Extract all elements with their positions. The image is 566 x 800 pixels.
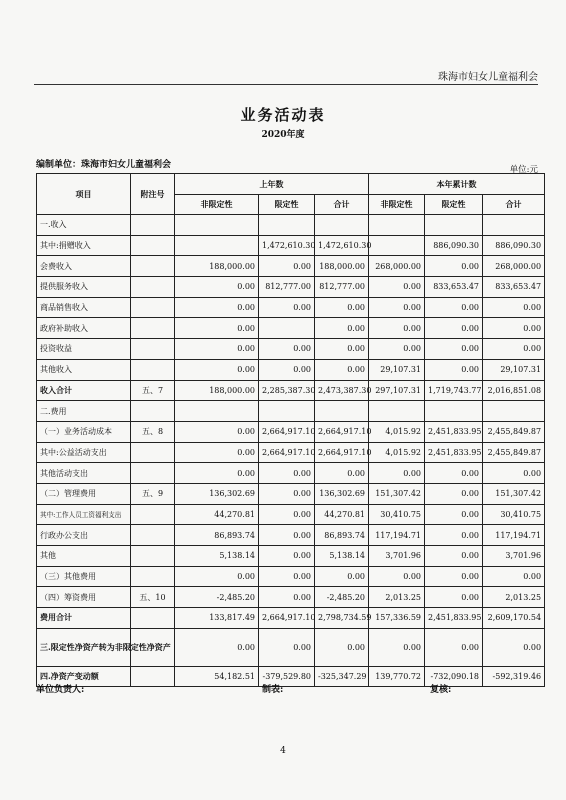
- row-note: 五、10: [131, 587, 175, 608]
- row-value: 136,302.69: [175, 483, 259, 504]
- header-curr-restricted: 限定性: [425, 195, 483, 215]
- row-value: 2,664,917.10: [259, 608, 315, 629]
- row-note: [131, 442, 175, 463]
- row-value: 2,451,833.95: [425, 608, 483, 629]
- row-value: 2,473,387.30: [315, 380, 369, 401]
- row-note: [131, 546, 175, 567]
- row-label: 其中:工作人员工资福利支出: [37, 504, 131, 525]
- row-value: 0.00: [315, 297, 369, 318]
- header-curr-unrestricted: 非限定性: [369, 195, 425, 215]
- row-value: 0.00: [259, 628, 315, 666]
- row-label: 收入合计: [37, 380, 131, 401]
- row-value: 886,090.30: [425, 235, 483, 256]
- row-note: [131, 504, 175, 525]
- row-value: [425, 401, 483, 422]
- header-note: 附注号: [131, 174, 175, 215]
- row-value: 0.00: [369, 297, 425, 318]
- unit-head-signature: 单位负责人:: [36, 685, 85, 695]
- header-prev-unrestricted: 非限定性: [175, 195, 259, 215]
- row-value: 2,016,851.08: [483, 380, 545, 401]
- row-label: 其中:捐赠收入: [37, 235, 131, 256]
- row-value: 0.00: [425, 339, 483, 360]
- table-row: [37, 608, 545, 629]
- table-row: [37, 666, 545, 687]
- row-value: 86,893.74: [315, 525, 369, 546]
- table-row: [37, 297, 545, 318]
- row-value: 0.00: [259, 566, 315, 587]
- row-value: 0.00: [175, 318, 259, 339]
- row-label: （二）管理费用: [37, 483, 131, 504]
- row-value: 0.00: [175, 359, 259, 380]
- report-year: 2020年度: [261, 130, 305, 140]
- row-value: 3,701.96: [369, 546, 425, 567]
- row-note: [131, 401, 175, 422]
- row-label: 政府补助收入: [37, 318, 131, 339]
- table-row: [37, 235, 545, 256]
- table-row: [37, 256, 545, 277]
- row-value: [259, 401, 315, 422]
- row-value: 136,302.69: [315, 483, 369, 504]
- row-value: 0.00: [483, 566, 545, 587]
- row-value: 0.00: [315, 359, 369, 380]
- row-note: [131, 235, 175, 256]
- row-note: [131, 215, 175, 236]
- row-value: 833,653.47: [425, 277, 483, 298]
- row-label: 四.净资产变动额: [37, 666, 131, 687]
- row-label: 行政办公支出: [37, 525, 131, 546]
- row-value: 0.00: [425, 566, 483, 587]
- row-value: 0.00: [425, 256, 483, 277]
- row-label: 一.收入: [37, 215, 131, 236]
- row-label: （一）业务活动成本: [37, 421, 131, 442]
- row-value: 0.00: [425, 297, 483, 318]
- row-note: [131, 297, 175, 318]
- row-value: -732,090.18: [425, 666, 483, 687]
- table-row: [37, 401, 545, 422]
- row-value: 4,015.92: [369, 442, 425, 463]
- table-row: [37, 504, 545, 525]
- row-value: 2,664,917.10: [259, 421, 315, 442]
- row-value: 0.00: [259, 483, 315, 504]
- row-label: 其中:公益活动支出: [37, 442, 131, 463]
- row-value: 0.00: [259, 256, 315, 277]
- row-value: 0.00: [425, 504, 483, 525]
- row-value: 5,138.14: [175, 546, 259, 567]
- row-value: 0.00: [259, 339, 315, 360]
- row-value: 0.00: [425, 546, 483, 567]
- row-value: 0.00: [425, 483, 483, 504]
- preparer-signature: 制表:: [262, 685, 284, 695]
- row-label: （三）其他费用: [37, 566, 131, 587]
- row-value: 188,000.00: [315, 256, 369, 277]
- row-value: 0.00: [483, 339, 545, 360]
- row-note: [131, 256, 175, 277]
- table-row: [37, 442, 545, 463]
- row-value: [483, 215, 545, 236]
- row-value: 0.00: [425, 359, 483, 380]
- row-label: 其他: [37, 546, 131, 567]
- row-value: 2,455,849.87: [483, 442, 545, 463]
- row-value: 0.00: [425, 628, 483, 666]
- header-prev-total: 合计: [315, 195, 369, 215]
- row-value: 4,015.92: [369, 421, 425, 442]
- table-row: [37, 339, 545, 360]
- row-value: 0.00: [369, 463, 425, 484]
- row-value: 44,270.81: [175, 504, 259, 525]
- header-curr-total: 合计: [483, 195, 545, 215]
- row-value: 29,107.31: [369, 359, 425, 380]
- row-note: [131, 666, 175, 687]
- row-value: 0.00: [259, 359, 315, 380]
- row-value: 44,270.81: [315, 504, 369, 525]
- row-value: [369, 235, 425, 256]
- row-value: 0.00: [259, 587, 315, 608]
- table-row: [37, 318, 545, 339]
- row-value: [369, 401, 425, 422]
- row-label: （四）筹资费用: [37, 587, 131, 608]
- row-value: 139,770.72: [369, 666, 425, 687]
- table-row: [37, 380, 545, 401]
- row-value: -325,347.29: [315, 666, 369, 687]
- row-label: 投资收益: [37, 339, 131, 360]
- row-value: 2,455,849.87: [483, 421, 545, 442]
- row-value: 0.00: [483, 297, 545, 318]
- page-number: 4: [280, 746, 286, 756]
- row-value: -2,485.20: [175, 587, 259, 608]
- row-value: 2,451,833.95: [425, 421, 483, 442]
- row-value: 0.00: [175, 442, 259, 463]
- row-value: 0.00: [259, 546, 315, 567]
- row-label: 商品销售收入: [37, 297, 131, 318]
- table-row: [37, 277, 545, 298]
- table-row: [37, 359, 545, 380]
- row-value: [315, 215, 369, 236]
- row-note: 五、9: [131, 483, 175, 504]
- row-value: 30,410.75: [483, 504, 545, 525]
- row-value: 188,000.00: [175, 256, 259, 277]
- row-note: [131, 277, 175, 298]
- row-value: 2,664,917.10: [315, 421, 369, 442]
- row-label: 其他活动支出: [37, 463, 131, 484]
- row-note: [131, 359, 175, 380]
- row-value: 0.00: [259, 463, 315, 484]
- row-label: 费用合计: [37, 608, 131, 629]
- row-value: 0.00: [175, 277, 259, 298]
- row-value: 1,472,610.30: [315, 235, 369, 256]
- row-value: 886,090.30: [483, 235, 545, 256]
- row-value: [425, 215, 483, 236]
- row-note: [131, 525, 175, 546]
- row-value: [175, 215, 259, 236]
- header-previous-year: 上年数: [175, 174, 369, 195]
- header-prev-restricted: 限定性: [259, 195, 315, 215]
- row-value: 0.00: [369, 628, 425, 666]
- row-value: 0.00: [483, 628, 545, 666]
- table-row: [37, 566, 545, 587]
- header-current-year: 本年累计数: [369, 174, 545, 195]
- table-row: [37, 587, 545, 608]
- table-row: [37, 215, 545, 236]
- header-item: 项目: [37, 174, 131, 215]
- row-value: -592,319.46: [483, 666, 545, 687]
- row-value: 151,307.42: [483, 483, 545, 504]
- row-value: 0.00: [369, 277, 425, 298]
- row-value: 117,194.71: [369, 525, 425, 546]
- row-value: 2,798,734.59: [315, 608, 369, 629]
- row-value: 86,893.74: [175, 525, 259, 546]
- row-note: [131, 566, 175, 587]
- row-value: [175, 401, 259, 422]
- row-value: 2,013.25: [369, 587, 425, 608]
- row-value: 0.00: [483, 463, 545, 484]
- row-note: 五、8: [131, 421, 175, 442]
- row-value: 0.00: [315, 318, 369, 339]
- row-value: 2,664,917.10: [259, 442, 315, 463]
- row-label: 其他收入: [37, 359, 131, 380]
- row-value: 812,777.00: [259, 277, 315, 298]
- row-note: [131, 318, 175, 339]
- row-value: 5,138.14: [315, 546, 369, 567]
- row-value: 0.00: [425, 525, 483, 546]
- compiling-unit: 编制单位：珠海市妇女儿童福利会: [36, 160, 172, 170]
- row-value: 2,013.25: [483, 587, 545, 608]
- header-organization: 珠海市妇女儿童福利会: [438, 72, 538, 83]
- reviewer-signature: 复核:: [430, 685, 452, 695]
- table-row: [37, 546, 545, 567]
- row-value: 812,777.00: [315, 277, 369, 298]
- row-value: 2,451,833.95: [425, 442, 483, 463]
- row-value: 0.00: [369, 566, 425, 587]
- row-value: [315, 401, 369, 422]
- page-title: 业务活动表: [240, 106, 326, 124]
- row-value: 297,107.31: [369, 380, 425, 401]
- row-value: [483, 401, 545, 422]
- row-value: 268,000.00: [483, 256, 545, 277]
- row-value: 29,107.31: [483, 359, 545, 380]
- row-value: 54,182.51: [175, 666, 259, 687]
- row-value: 0.00: [259, 297, 315, 318]
- row-value: 0.00: [483, 318, 545, 339]
- row-label: 提供服务收入: [37, 277, 131, 298]
- row-value: 0.00: [425, 587, 483, 608]
- row-value: 0.00: [369, 318, 425, 339]
- row-value: 133,817.49: [175, 608, 259, 629]
- table-row: [37, 421, 545, 442]
- row-value: 0.00: [425, 463, 483, 484]
- row-value: 0.00: [315, 628, 369, 666]
- row-value: 2,664,917.10: [315, 442, 369, 463]
- row-value: 0.00: [315, 566, 369, 587]
- row-note: [131, 463, 175, 484]
- row-value: [259, 215, 315, 236]
- table-row: [37, 525, 545, 546]
- row-value: 0.00: [369, 339, 425, 360]
- row-value: -2,485.20: [315, 587, 369, 608]
- row-value: 833,653.47: [483, 277, 545, 298]
- row-value: 157,336.59: [369, 608, 425, 629]
- row-value: 1,719,743.77: [425, 380, 483, 401]
- activity-statement-table: [36, 173, 545, 687]
- row-value: 0.00: [175, 339, 259, 360]
- row-value: 3,701.96: [483, 546, 545, 567]
- row-label: 二.费用: [37, 401, 131, 422]
- row-value: [175, 235, 259, 256]
- row-value: 2,285,387.30: [259, 380, 315, 401]
- row-value: 0.00: [259, 525, 315, 546]
- row-label: 会费收入: [37, 256, 131, 277]
- row-value: 2,609,170.54: [483, 608, 545, 629]
- header-divider: [34, 84, 538, 85]
- row-note: 五、7: [131, 380, 175, 401]
- row-note: [131, 339, 175, 360]
- table-row: [37, 628, 545, 666]
- row-value: 0.00: [175, 297, 259, 318]
- row-value: 268,000.00: [369, 256, 425, 277]
- row-value: 0.00: [175, 463, 259, 484]
- row-label: 三.限定性净资产转为非限定性净资产: [37, 628, 131, 666]
- table-row: [37, 463, 545, 484]
- row-value: -379,529.80: [259, 666, 315, 687]
- row-value: 151,307.42: [369, 483, 425, 504]
- row-value: 117,194.71: [483, 525, 545, 546]
- row-value: 0.00: [175, 628, 259, 666]
- row-value: 0.00: [175, 421, 259, 442]
- row-value: 188,000.00: [175, 380, 259, 401]
- row-value: 0.00: [315, 463, 369, 484]
- row-note: [131, 608, 175, 629]
- row-value: 0.00: [425, 318, 483, 339]
- currency-unit: 单位:元: [509, 165, 538, 175]
- row-value: [259, 318, 315, 339]
- row-value: 30,410.75: [369, 504, 425, 525]
- row-value: 0.00: [259, 504, 315, 525]
- row-value: 0.00: [315, 339, 369, 360]
- row-value: 0.00: [175, 566, 259, 587]
- table-row: [37, 483, 545, 504]
- row-value: [369, 215, 425, 236]
- row-value: 1,472,610.30: [259, 235, 315, 256]
